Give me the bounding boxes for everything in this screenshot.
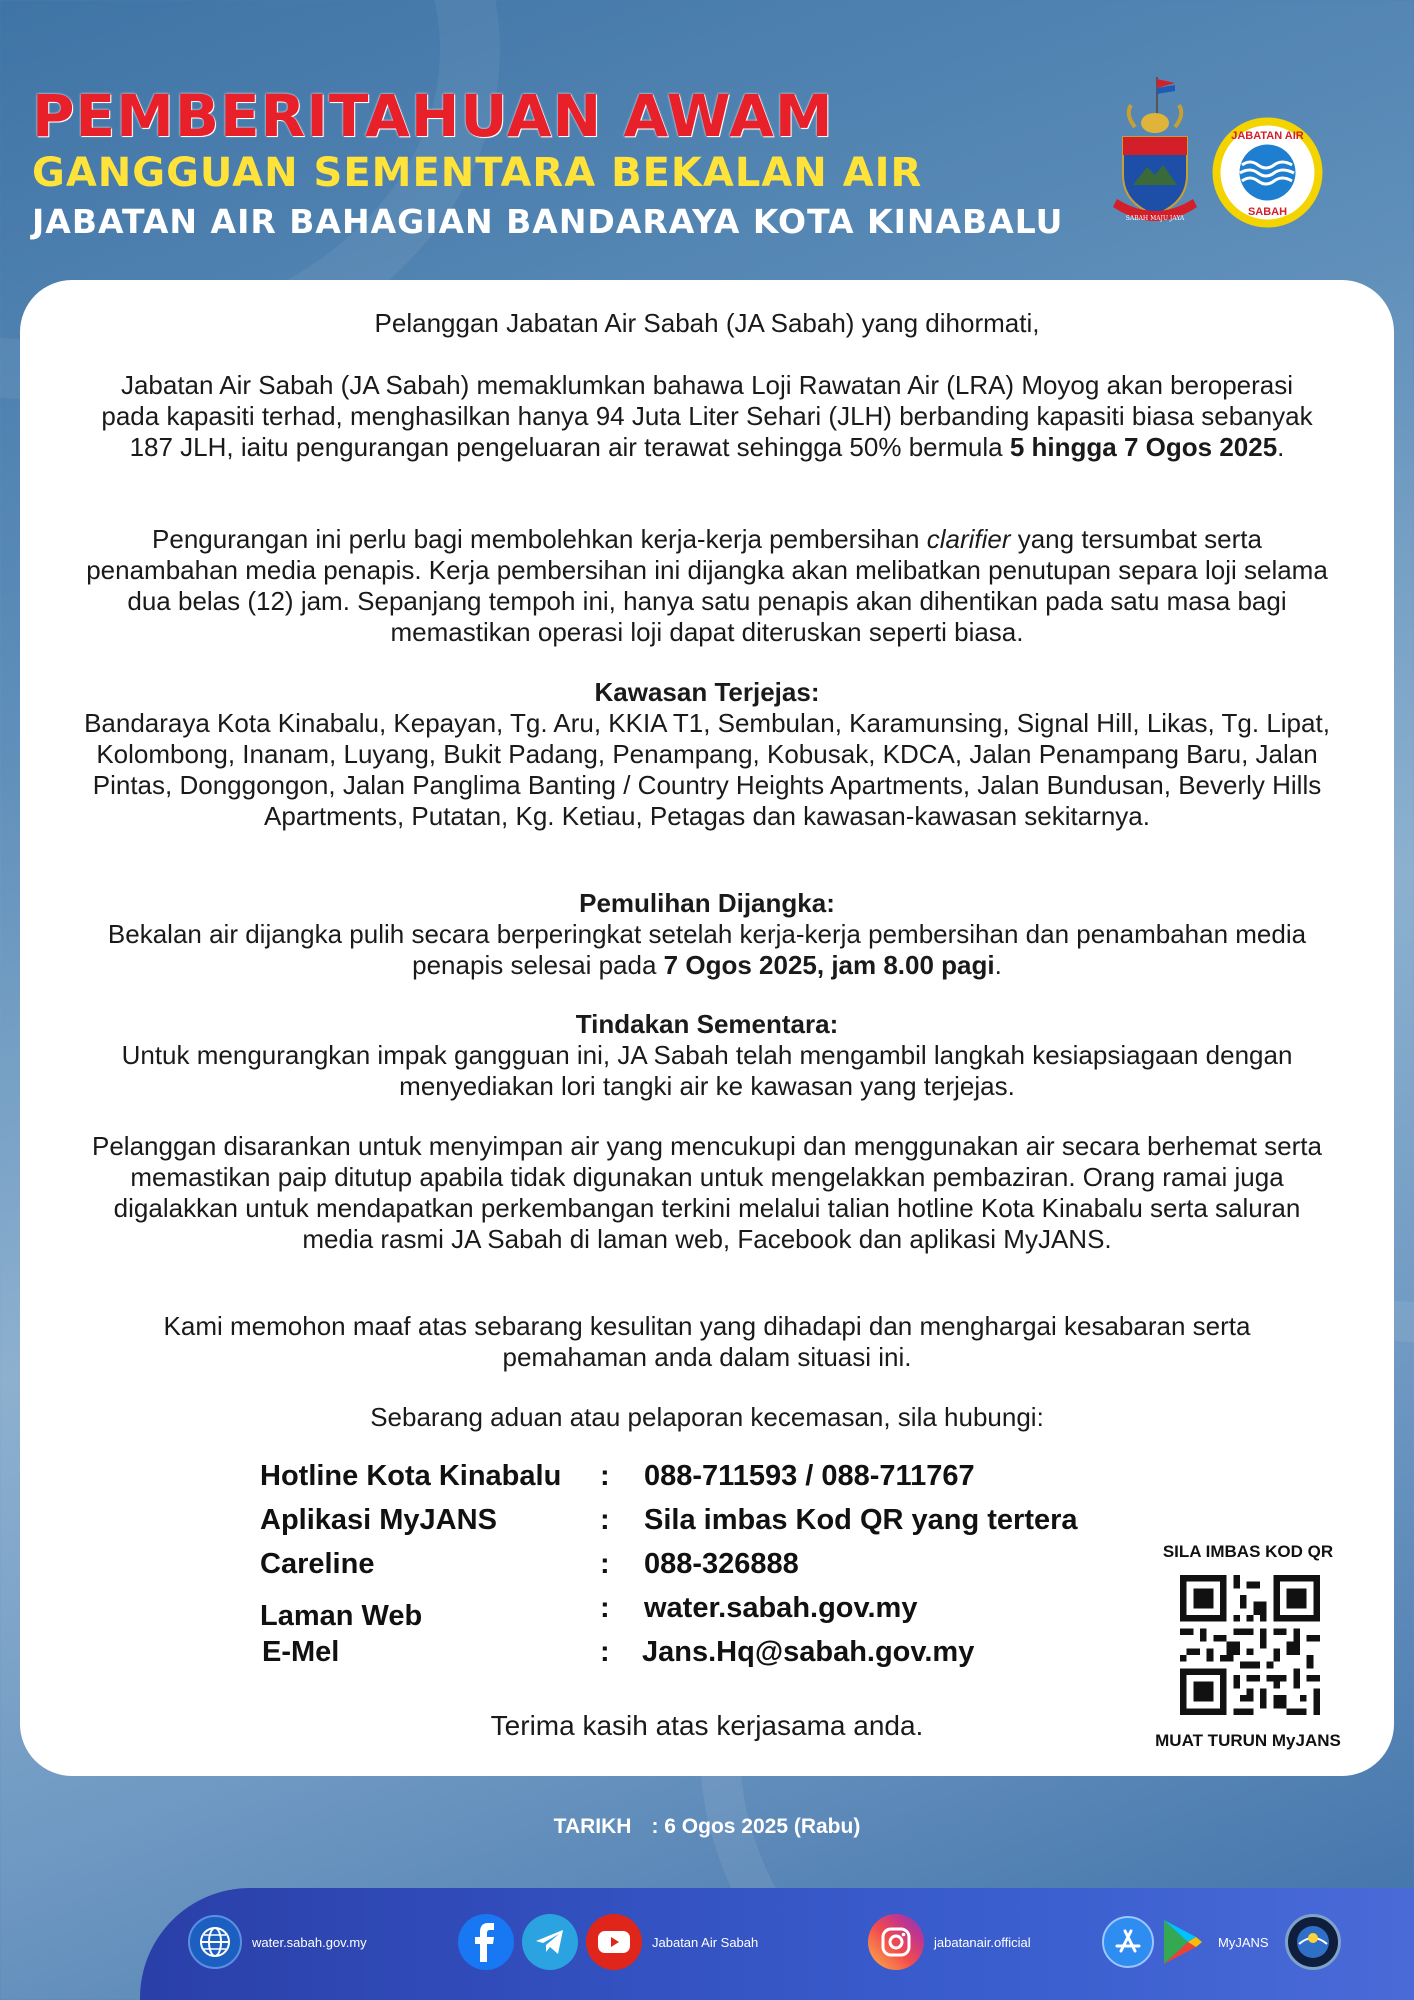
paragraph-reason: [80, 524, 1334, 648]
contact-label: E-Mel: [262, 1636, 340, 1668]
qr-code[interactable]: [1180, 1575, 1320, 1715]
contact-value[interactable]: water.sabah.gov.my: [644, 1592, 918, 1624]
contact-colon: :: [600, 1636, 610, 1668]
recovery-heading: Pemulihan Dijangka:: [579, 888, 835, 918]
instagram-icon: [868, 1914, 924, 1970]
sabah-motto: SABAH MAJU JAYA: [1125, 215, 1185, 222]
areas-list: Bandaraya Kota Kinabalu, Kepayan, Tg. Aru, KKIA T1, Sembulan, Karamunsing, Signal Hill, Likas, Tg. Lipat, Kolombong, Inanam, Luyang, Bukit Padang, Penampang, Kobusak, KDCA, Jalan Penampang Baru, Jalan Pintas, Donggongon, Jalan Panglima Banting / Country Heights Apartments, Jalan Bundusan, Beverly Hills Apartments, Putatan, Kg. Ketiau, Petagas dan kawasan-kawasan sekitarnya.: [84, 708, 1330, 831]
logo-ja-bottom: SABAH: [1247, 206, 1288, 218]
contact-colon: :: [600, 1548, 610, 1580]
contact-label: Laman Web: [260, 1600, 423, 1632]
google-play-icon[interactable]: [1160, 1918, 1208, 1966]
areas-heading: Kawasan Terjejas:: [594, 677, 820, 707]
title-disruption: GANGGUAN SEMENTARA BEKALAN AIR: [32, 150, 923, 196]
capacity-text: Jabatan Air Sabah (JA Sabah) memaklumkan bahawa Loji Rawatan Air (LRA) Moyog akan beroperasi pada kapasiti terhad, menghasilkan hanya 94 Juta Liter Sehari (JLH) berbanding kapasiti biasa sebanyak 187 JLH, iaitu pengurangan pengeluaran air terawat sehingga 50% bermula: [101, 370, 1313, 462]
contact-colon: :: [600, 1592, 610, 1624]
title-department: JABATAN AIR BAHAGIAN BANDARAYA KOTA KINABALU: [32, 202, 1064, 241]
contact-label: Aplikasi MyJANS: [260, 1504, 497, 1536]
contact-colon: :: [600, 1460, 610, 1492]
footer-website[interactable]: [188, 1912, 367, 1972]
qr-title: SILA IMBAS KOD QR: [1162, 1542, 1334, 1561]
contact-value[interactable]: Jans.Hq@sabah.gov.my: [642, 1636, 975, 1668]
recovery-body: Bekalan air dijangka pulih secara berperingkat setelah kerja-kerja pembersihan dan penambahan media penapis selesai pada: [107, 919, 1307, 980]
logo-ja-top: JABATAN AIR: [1231, 130, 1304, 142]
app-store-icon[interactable]: [1102, 1916, 1154, 1968]
facebook-icon[interactable]: [458, 1914, 514, 1970]
capacity-date: 5 hingga 7 Ogos 2025: [1009, 432, 1278, 462]
telegram-icon[interactable]: [522, 1914, 578, 1970]
action-text: Untuk mengurangkan impak gangguan ini, JA Sabah telah mengambil langkah kesiapsiagaan dengan menyediakan lori tangki air ke kawasan yang terjejas.: [121, 1040, 1293, 1101]
action-heading: Tindakan Sementara:: [575, 1009, 839, 1039]
footer-app[interactable]: [1102, 1912, 1341, 1972]
footer-social-text: Jabatan Air Sabah: [652, 1934, 759, 1950]
qr-download-label: MUAT TURUN MyJANS: [1155, 1731, 1341, 1750]
contact-intro: Sebarang aduan atau pelaporan kecemasan, sila hubungi:: [370, 1402, 1044, 1432]
sabah-crest-logo: [1105, 75, 1205, 235]
globe-icon: [188, 1915, 242, 1969]
jans-logo-icon: [1285, 1914, 1341, 1970]
capacity-end: .: [1277, 432, 1285, 462]
footer-app-text: MyJANS: [1218, 1934, 1269, 1950]
youtube-icon[interactable]: [586, 1914, 642, 1970]
recovery-text: [60, 919, 1354, 981]
reason-italic: clarifier: [926, 524, 1011, 554]
date-line: [0, 1815, 1414, 1839]
paragraph-capacity: [100, 370, 1314, 463]
contact-value: Sila imbas Kod QR yang tertera: [644, 1504, 1078, 1536]
contact-value[interactable]: 088-711593 / 088-711767: [644, 1460, 975, 1492]
footer-social: [458, 1912, 758, 1972]
greeting: Pelanggan Jabatan Air Sabah (JA Sabah) yang dihormati,: [374, 308, 1040, 338]
reason-text-rest: yang tersumbat serta penambahan media penapis. Kerja pembersihan ini dijangka akan melibatkan penutupan separa loji selama dua belas (12) jam. Sepanjang tempoh ini, hanya satu penapis akan dihentikan pada satu masa bagi memastikan operasi loji dapat diteruskan seperti biasa.: [86, 524, 1328, 647]
reason-text-start: Pengurangan ini perlu bagi membolehkan kerja-kerja pembersihan: [152, 524, 927, 554]
advice-text: Pelanggan disarankan untuk menyimpan air yang mencukupi dan menggunakan air secara berhemat serta memastikan paip ditutup apabila tidak digunakan untuk mengelakkan pembaziran. Orang ramai juga digalakkan untuk mendapatkan perkembangan terkini melalui talian hotline Kota Kinabalu serta saluran media rasmi JA Sabah di laman web, Facebook dan aplikasi MyJANS.: [92, 1131, 1322, 1254]
footer-instagram[interactable]: [868, 1912, 1031, 1972]
title-announcement: PEMBERITAHUAN AWAM: [32, 82, 834, 150]
contact-value[interactable]: 088-326888: [644, 1548, 799, 1580]
contact-label: Careline: [260, 1548, 375, 1580]
contact-label: Hotline Kota Kinabalu: [260, 1460, 562, 1492]
recovery-date: 7 Ogos 2025, jam 8.00 pagi: [663, 950, 995, 980]
date-label: TARIKH: [553, 1815, 632, 1838]
recovery-end: .: [994, 950, 1002, 980]
footer-instagram-text: jabatanair.official: [934, 1934, 1031, 1950]
date-value: : 6 Ogos 2025 (Rabu): [651, 1815, 861, 1838]
footer-website-text: water.sabah.gov.my: [252, 1934, 367, 1950]
thanks-text: Terima kasih atas kerjasama anda.: [490, 1710, 924, 1741]
contact-colon: :: [600, 1504, 610, 1536]
jabatan-air-logo: [1210, 115, 1325, 230]
apology-text: Kami memohon maaf atas sebarang kesulitan yang dihadapi dan menghargai kesabaran serta pemahaman anda dalam situasi ini.: [163, 1311, 1251, 1372]
